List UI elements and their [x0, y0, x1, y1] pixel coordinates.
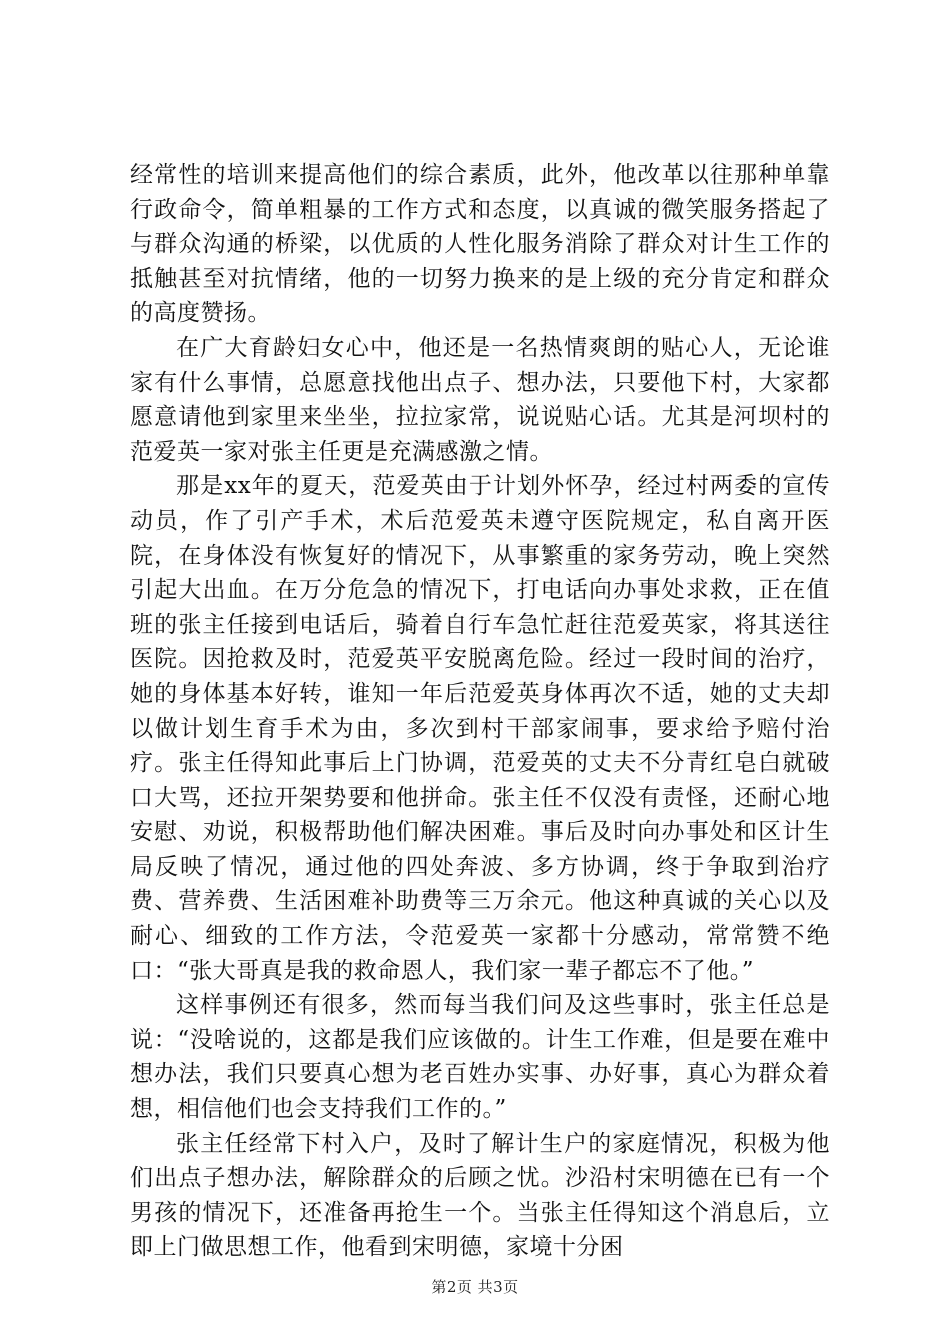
paragraph: 在广大育龄妇女心中，他还是一名热情爽朗的贴心人，无论谁家有什么事情，总愿意找他出点子、想办法，只要他下村，大家都愿意请他到家里来坐坐，拉拉家常，说说贴心话。尤其是河坝村的范爱英一家对张主任更是充满感激之情。 — [130, 334, 830, 465]
paragraph: 张主任经常下村入户，及时了解计生户的家庭情况，积极为他们出点子想办法，解除群众的后顾之忧。沙沿村宋明德在已有一个男孩的情况下，还准备再抢生一个。当张主任得知这个消息后，立即上门做思想工作，他看到宋明德，家境十分困 — [130, 1130, 830, 1261]
paragraph: 经常性的培训来提高他们的综合素质，此外，他改革以往那种单靠行政命令，简单粗暴的工作方式和态度，以真诚的微笑服务搭起了与群众沟通的桥梁，以优质的人性化服务消除了群众对计生工作的抵触甚至对抗情绪，他的一切努力换来的是上级的充分肯定和群众的高度赞扬。 — [130, 162, 830, 327]
paragraph: 这样事例还有很多，然而每当我们问及这些事时，张主任总是说：“没啥说的，这都是我们应该做的。计生工作难，但是要在难中想办法，我们只要真心想为老百姓办实事、办好事，真心为群众着想，相信他们也会支持我们工作的。” — [130, 992, 830, 1123]
paragraph: 那是xx年的夏天，范爱英由于计划外怀孕，经过村两委的宣传动员，作了引产手术，术后范爱英未遵守医院规定，私自离开医院，在身体没有恢复好的情况下，从事繁重的家务劳动，晚上突然引起大出血。在万分危急的情况下，打电话向办事处求救，正在值班的张主任接到电话后，骑着自行车急忙赶往范爱英家，将其送往医院。因抢救及时，范爱英平安脱离危险。经过一段时间的治疗，她的身体基本好转，谁知一年后范爱英身体再次不适，她的丈夫却以做计划生育手术为由，多次到村干部家闹事，要求给予赔付治疗。张主任得知此事后上门协调，范爱英的丈夫不分青红皂白就破口大骂，还拉开架势要和他拼命。张主任不仅没有责怪，还耐心地安慰、劝说，积极帮助他们解决困难。事后及时向办事处和区计生局反映了情况，通过他的四处奔波、多方协调，终于争取到治疗费、营养费、生活困难补助费等三万余元。他这种真诚的关心以及耐心、细致的工作方法，令范爱英一家都十分感动，常常赞不绝口：“张大哥真是我的救命恩人，我们家一辈子都忘不了他。” — [130, 473, 830, 984]
page-footer: 第2页 共3页 — [431, 1278, 519, 1296]
document-body — [130, 158, 830, 1265]
